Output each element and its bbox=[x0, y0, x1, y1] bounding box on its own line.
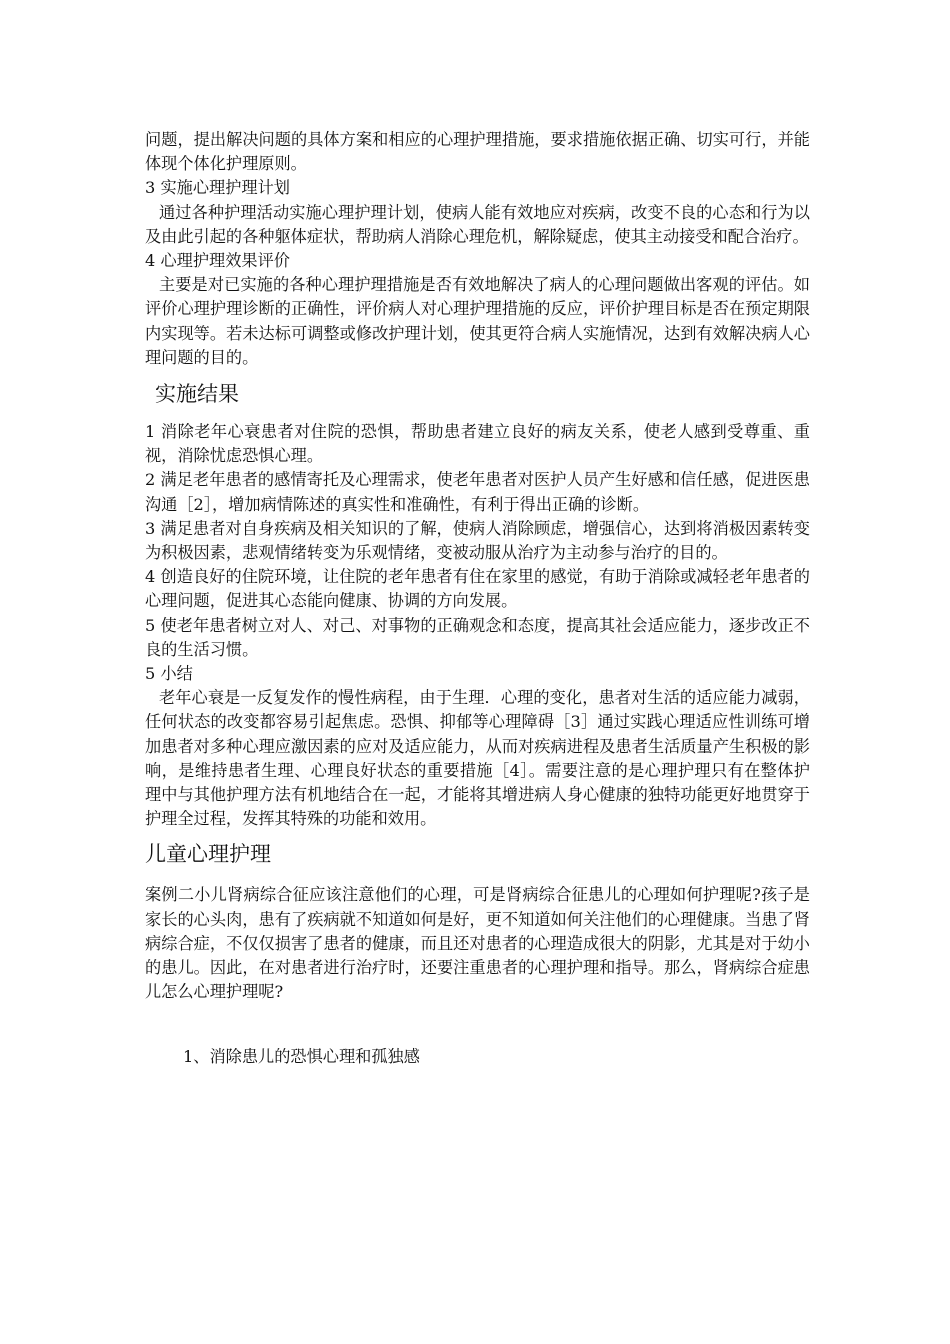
document-body bbox=[145, 128, 810, 1069]
section-title-implement-plan: 3 实施心理护理计划 bbox=[145, 178, 290, 198]
paragraph-intro: 问题，提出解决问题的具体方案和相应的心理护理措施，要求措施依据正确、切实可行，并能体现个体化护理原则。 bbox=[145, 130, 810, 174]
heading-child-psych-care: 儿童心理护理 bbox=[145, 842, 271, 867]
heading-results: 实施结果 bbox=[155, 382, 239, 407]
result-item-1: 1 消除老年心衰患者对住院的恐惧，帮助患者建立良好的病友关系，使老人感到受尊重、重视，消除忧虑恐惧心理。 bbox=[145, 422, 810, 466]
list-item-1: 1、消除患儿的恐惧心理和孤独感 bbox=[183, 1046, 420, 1066]
section-title-evaluation: 4 心理护理效果评价 bbox=[145, 251, 290, 271]
result-item-3: 3 满足患者对自身疾病及相关知识的了解，使病人消除顾虑，增强信心，达到将消极因素转变为积极因素，悲观情绪转变为乐观情绪，变被动服从治疗为主动参与治疗的目的。 bbox=[145, 518, 810, 563]
result-item-5: 5 使老年患者树立对人、对己、对事物的正确观念和态度，提高其社会适应能力，逐步改正不良的生活习惯。 bbox=[145, 615, 810, 659]
paragraph-summary: 老年心衰是一反复发作的慢性病程，由于生理．心理的变化，患者对生活的适应能力减弱，任何状态的改变都容易引起焦虑。恐惧、抑郁等心理障碍［3］通过实践心理适应性训练可增加患者对多种心理应激因素的应对及适应能力，从而对疾病进程及患者生活质量产生积极的影响，是维持患者生理、心理良好状态的重要措施［4］。需要注意的是心理护理只有在整体护理中与其他护理方法有机地结合在一起，才能将其增进病人身心健康的独特功能更好地贯穿于护理全过程，发挥其特殊的功能和效用。 bbox=[145, 688, 810, 829]
section-title-summary: 5 小结 bbox=[145, 664, 193, 684]
result-item-2: 2 满足老年患者的感情寄托及心理需求，使老年患者对医护人员产生好感和信任感，促进医患沟通［2］，增加病情陈述的真实性和准确性，有利于得出正确的诊断。 bbox=[145, 470, 810, 514]
result-item-4: 4 创造良好的住院环境，让住院的老年患者有住在家里的感觉，有助于消除或减轻老年患者的心理问题，促进其心态能向健康、协调的方向发展。 bbox=[145, 567, 810, 611]
paragraph-evaluation: 主要是对已实施的各种心理护理措施是否有效地解决了病人的心理问题做出客观的评估。如评价心理护理诊断的正确性，评价病人对心理护理措施的反应，评价护理目标是否在预定期限内实现等。若未达标可调整或修改护理计划，使其更符合病人实施情况，达到有效解决病人心理问题的目的。 bbox=[145, 275, 810, 367]
paragraph-implement-plan: 通过各种护理活动实施心理护理计划，使病人能有效地应对疾病，改变不良的心态和行为以及由此引起的各种躯体症状，帮助病人消除心理危机，解除疑虑，使其主动接受和配合治疗。 bbox=[145, 202, 810, 246]
paragraph-case-two: 案例二小儿肾病综合征应该注意他们的心理，可是肾病综合征患儿的心理如何护理呢?孩子是家长的心头肉，患有了疾病就不知道如何是好，更不知道如何关注他们的心理健康。当患了肾病综合症，不仅仅损害了患者的健康，而且还对患者的心理造成很大的阴影，尤其是对于幼小的患儿。因此，在对患者进行治疗时，还要注重患者的心理护理和指导。那么，肾病综合症患儿怎么心理护理呢? bbox=[145, 885, 810, 1002]
